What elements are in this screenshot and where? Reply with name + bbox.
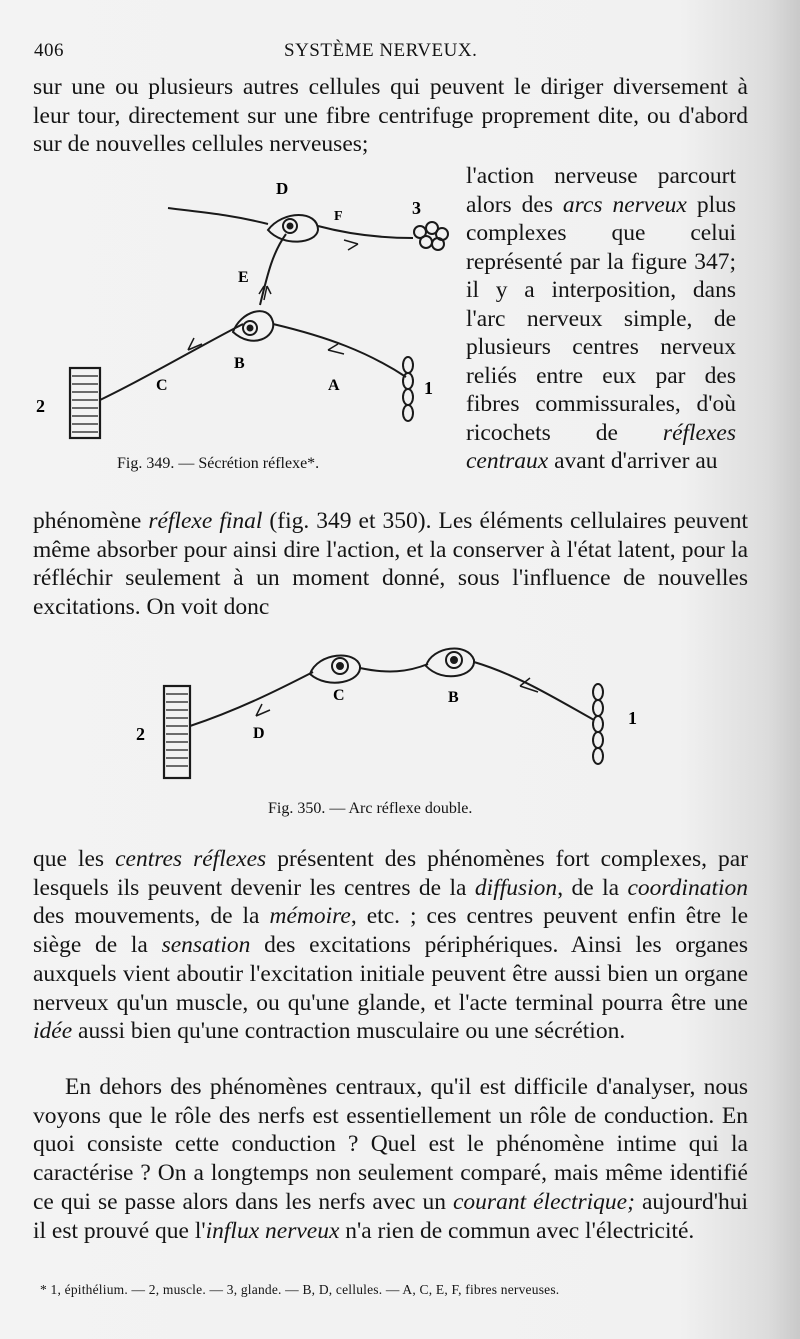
para2-b: présentent des phénomènes fort complexes, par lesquels ils peuvent devenir les centres de la	[33, 846, 749, 901]
para2-diffusion: diffusion	[474, 874, 558, 901]
figure-350	[128, 630, 648, 790]
fig349-label-d: D	[276, 179, 289, 198]
fig350-label-d: D	[253, 725, 265, 742]
para2-a: que les	[33, 846, 116, 872]
running-header	[34, 36, 749, 66]
fig349-label-a: A	[328, 377, 340, 394]
running-title: SYSTÈME NERVEUX.	[284, 40, 478, 61]
fig349-label-f: F	[334, 209, 343, 224]
para2-d: des mouvements, de la	[33, 903, 270, 930]
gland-icon	[414, 222, 448, 250]
para3-c: n'a rien de commun avec l'électricité.	[339, 1217, 695, 1244]
para2-c: , de la	[557, 874, 628, 901]
paragraph-1-right	[466, 162, 736, 476]
fig350-label-b: B	[448, 689, 459, 706]
para3-b: aujourd'hui il est prouvé que l'	[33, 1188, 748, 1244]
fig350-label-c: C	[333, 687, 345, 704]
fig350-label-2: 2	[136, 724, 145, 744]
fig349-label-3: 3	[412, 198, 421, 218]
muscle-icon	[70, 368, 100, 438]
para1-bottom-reflexe-final: réflexe final	[148, 508, 263, 534]
paragraph-1-bottom	[33, 507, 748, 622]
page-number: 406	[34, 40, 64, 61]
fig350-label-1: 1	[628, 708, 637, 728]
para2-e: , etc. ; ces centres peuvent enfin être le siège de la	[33, 903, 748, 959]
para1-right-arcs: arcs nerveux	[562, 191, 687, 218]
footnote: * 1, épithélium. — 2, muscle. — 3, glande. — B, D, cellules. — A, C, E, F, fibres nerveuses.	[40, 1282, 560, 1297]
para1-bottom-a: phénomène	[33, 508, 149, 534]
para2-f: des excitations périphériques. Ainsi les organes auxquels vient aboutir l'excitation initiale peuvent être aussi bien un organe nerveux qu'un muscle, ou qu'une glande, et l'acte terminal pourra être une	[33, 932, 748, 1016]
fig350-caption: Fig. 350. — Arc réflexe double.	[268, 800, 473, 817]
para3-courant: courant électrique;	[453, 1188, 635, 1215]
para3-influx: influx nerveux	[205, 1217, 340, 1244]
epithelium-icon	[403, 357, 413, 421]
para2-centres: centres réflexes	[115, 846, 267, 872]
fig349-label-c: C	[156, 377, 168, 394]
fig349-caption: Fig. 349. — Sécrétion réflexe*.	[117, 455, 320, 472]
para1-bottom-b: (fig. 349 et 350). Les éléments cellulaires peuvent même absorber pour ainsi dire l'action, et la conserver à l'état latent, pour la réfléchir seulement à un moment donné, sous l'influence de nouvelles excitations. On voit donc	[33, 508, 748, 621]
fig349-label-2: 2	[36, 396, 45, 416]
paragraph-2	[33, 845, 748, 1046]
para2-memoire: mémoire	[269, 903, 351, 930]
para2-idee: idée	[33, 1018, 73, 1045]
fig349-label-1: 1	[424, 378, 433, 398]
paragraph-1-top	[33, 73, 748, 159]
fig349-label-b: B	[234, 355, 245, 372]
figure-349	[28, 172, 458, 452]
para1-right-c: avant d'arriver au	[548, 448, 718, 474]
para2-sensation: sensation	[161, 932, 251, 959]
epithelium-icon-350	[593, 684, 603, 764]
fig349-label-e: E	[238, 269, 249, 286]
para2-g: aussi bien qu'une contraction musculaire ou une sécrétion.	[72, 1018, 626, 1045]
para1-right-reflexes: réflexes centraux	[466, 419, 736, 474]
paragraph-3	[33, 1073, 748, 1245]
paragraph-1-top-text: sur une ou plusieurs autres cellules qui peuvent le diriger diversement à leur tour, directement sur une fibre centrifuge proprement dite, ou d'abord sur de nouvelles cellules nerveuses;	[33, 74, 748, 158]
para1-right-a: l'action nerveuse parcourt alors des	[466, 163, 736, 218]
muscle-icon-350	[164, 686, 190, 778]
para1-right-b: plus complexes que celui représenté par la figure 347; il y a interposition, dans l'arc nerveux simple, de plusieurs centres nerveux reliés entre eux par des fibres commissurales, d'où ricochets de	[466, 191, 736, 446]
para2-coordination: coordination	[627, 874, 749, 901]
para3-a: En dehors des phénomènes centraux, qu'il est difficile d'analyser, nous voyons que le rôle des nerfs est essentiellement un rôle de conduction. En quoi consiste cette conduction ? Quel est le phénomène intime qui la caractérise ? On a longtemps non seulement comparé, mais même identifié ce qui se passe alors dans les nerfs avec un	[33, 1074, 748, 1215]
